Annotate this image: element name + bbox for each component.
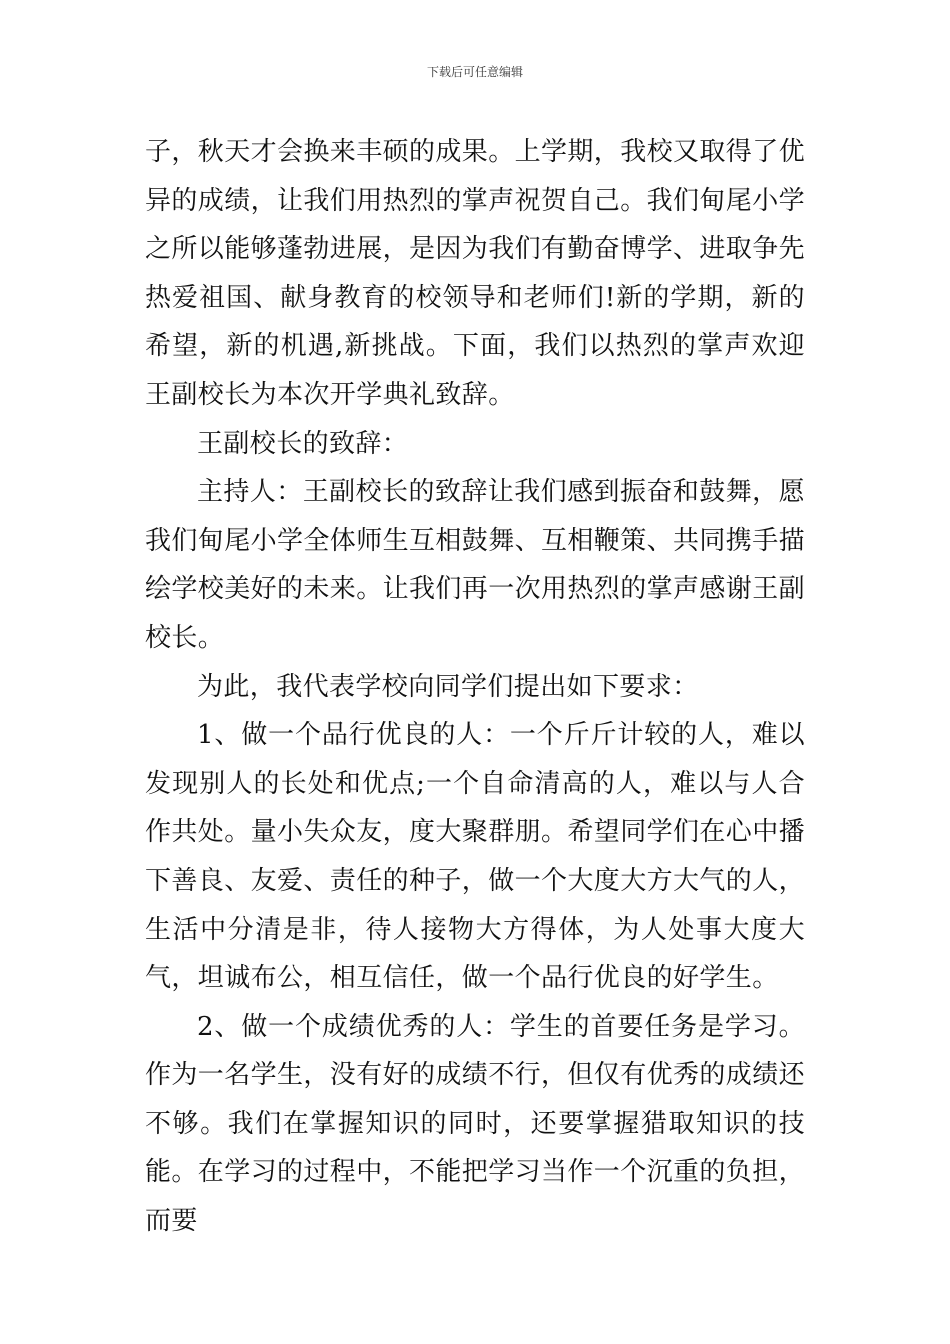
paragraph-intro: 子，秋天才会换来丰硕的成果。上学期，我校又取得了优异的成绩，让我们用热烈的掌声祝贺自己。我们甸尾小学之所以能够蓬勃进展，是因为我们有勤奋博学、进取争先热爱祖国、献身教育的校领导和老师们!新的学期，新的希望，新的机遇,新挑战。下面，我们以热烈的掌声欢迎王副校长为本次开学典礼致辞。 <box>145 137 806 410</box>
page-header: 下载后可任意编辑 <box>426 65 523 79</box>
paragraph-host-remarks: 主持人：王副校长的致辞让我们感到振奋和鼓舞，愿我们甸尾小学全体师生互相鼓舞、互相鞭策、共同携手描绘学校美好的未来。让我们再一次用热烈的掌声感谢王副校长。 <box>145 477 806 653</box>
paragraph-speech-heading: 王副校长的致辞： <box>197 428 409 459</box>
paragraph-requirements-intro: 为此，我代表学校向同学们提出如下要求： <box>197 671 699 702</box>
paragraph-requirement-2: 2、做一个成绩优秀的人：学生的首要任务是学习。作为一名学生，没有好的成绩不行，但仅有优秀的成绩还不够。我们在掌握知识的同时，还要掌握猎取知识的技能。在学习的过程中，不能把学习当作一个沉重的负担，而要 <box>145 1011 806 1237</box>
document-body <box>145 128 805 1246</box>
paragraph-requirement-1: 1、做一个品行优良的人：一个斤斤计较的人，难以发现别人的长处和优点;一个自命清高的人，难以与人合作共处。量小失众友，度大聚群朋。希望同学们在心中播下善良、友爱、责任的种子，做一个大度大方大气的人，生活中分清是非，待人接物大方得体，为人处事大度大气，坦诚布公，相互信任，做一个品行优良的好学生。 <box>145 720 806 994</box>
